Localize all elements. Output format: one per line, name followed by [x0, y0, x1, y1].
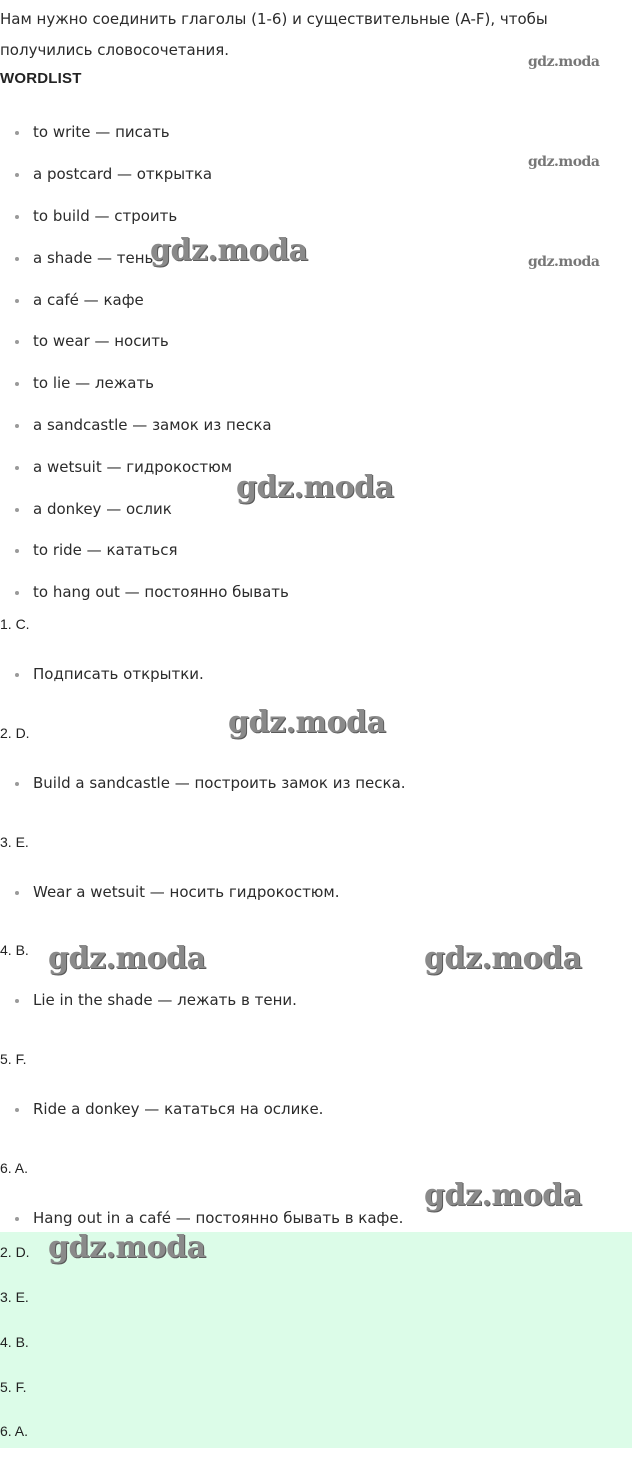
- watermark: gdz.moda: [236, 470, 394, 505]
- wordlist-item: [17, 457, 233, 477]
- wordlist-item-text: a sandcastle — замок из песка: [33, 416, 272, 434]
- wordlist-item: [17, 331, 169, 351]
- wordlist-item-text: to wear — носить: [33, 332, 169, 350]
- wordlist-item-text: a donkey — ослик: [33, 500, 172, 518]
- answer-note: [17, 1208, 404, 1228]
- watermark: gdz.moda: [528, 54, 600, 70]
- wordlist-item: [17, 499, 172, 519]
- answer-label: 1. C.: [0, 616, 30, 632]
- answer-label: 4. B.: [0, 942, 29, 958]
- watermark: gdz.moda: [528, 154, 600, 170]
- wordlist-item: [17, 540, 178, 560]
- summary-item: 2. D.: [0, 1244, 30, 1260]
- answer-note-text: Build a sandcastle — построить замок из песка.: [33, 774, 406, 792]
- wordlist-item-text: a shade — тень: [33, 249, 154, 267]
- intro-text: Нам нужно соединить глаголы (1-6) и существительные (A-F), чтобы получились словосочетания.: [0, 10, 548, 59]
- answer-note: [17, 882, 340, 902]
- answer-label: 3. E.: [0, 834, 29, 850]
- answer-note-text: Подписать открытки.: [33, 665, 204, 683]
- summary-item: 6. A.: [0, 1423, 29, 1439]
- answer-note-text: Lie in the shade — лежать в тени.: [33, 991, 297, 1009]
- answer-note: [17, 773, 406, 793]
- wordlist-item-text: to hang out — постоянно бывать: [33, 583, 289, 601]
- answer-note: [17, 990, 297, 1010]
- wordlist-item-text: to write — писать: [33, 123, 170, 141]
- answer-note-text: Hang out in a café — постоянно бывать в кафе.: [33, 1209, 404, 1227]
- watermark: gdz.moda: [48, 941, 206, 976]
- summary-item: 4. B.: [0, 1334, 29, 1350]
- watermark: gdz.moda: [150, 233, 308, 268]
- answer-note: [17, 664, 204, 684]
- wordlist-item: [17, 206, 178, 226]
- wordlist-item-text: a wetsuit — гидрокостюм: [33, 458, 233, 476]
- wordlist-item-text: a postcard — открытка: [33, 165, 213, 183]
- answer-summary-box: [0, 1232, 632, 1448]
- answer-label: 2. D.: [0, 725, 30, 741]
- wordlist-item-text: to build — строить: [33, 207, 178, 225]
- summary-item: 3. E.: [0, 1289, 29, 1305]
- answer-label: 5. F.: [0, 1051, 27, 1067]
- answer-note: [17, 1099, 324, 1119]
- wordlist-item-text: to ride — кататься: [33, 541, 178, 559]
- wordlist-item-text: a café — кафе: [33, 291, 144, 309]
- wordlist-item: [17, 122, 170, 142]
- wordlist-item: [17, 415, 272, 435]
- answer-label: 6. A.: [0, 1160, 29, 1176]
- answer-note-text: Ride a donkey — кататься на ослике.: [33, 1100, 324, 1118]
- watermark: gdz.moda: [48, 1230, 206, 1265]
- answer-note-text: Wear a wetsuit — носить гидрокостюм.: [33, 883, 340, 901]
- wordlist-heading: WORDLIST: [0, 70, 82, 87]
- summary-item: 5. F.: [0, 1379, 27, 1395]
- wordlist-item: [17, 248, 154, 268]
- wordlist-item: [17, 582, 289, 602]
- watermark: gdz.moda: [424, 1178, 582, 1213]
- watermark: gdz.moda: [228, 705, 386, 740]
- wordlist-item: [17, 373, 155, 393]
- wordlist-item: [17, 164, 213, 184]
- watermark: gdz.moda: [424, 941, 582, 976]
- watermark: gdz.moda: [528, 254, 600, 270]
- wordlist-item-text: to lie — лежать: [33, 374, 155, 392]
- wordlist-item: [17, 290, 144, 310]
